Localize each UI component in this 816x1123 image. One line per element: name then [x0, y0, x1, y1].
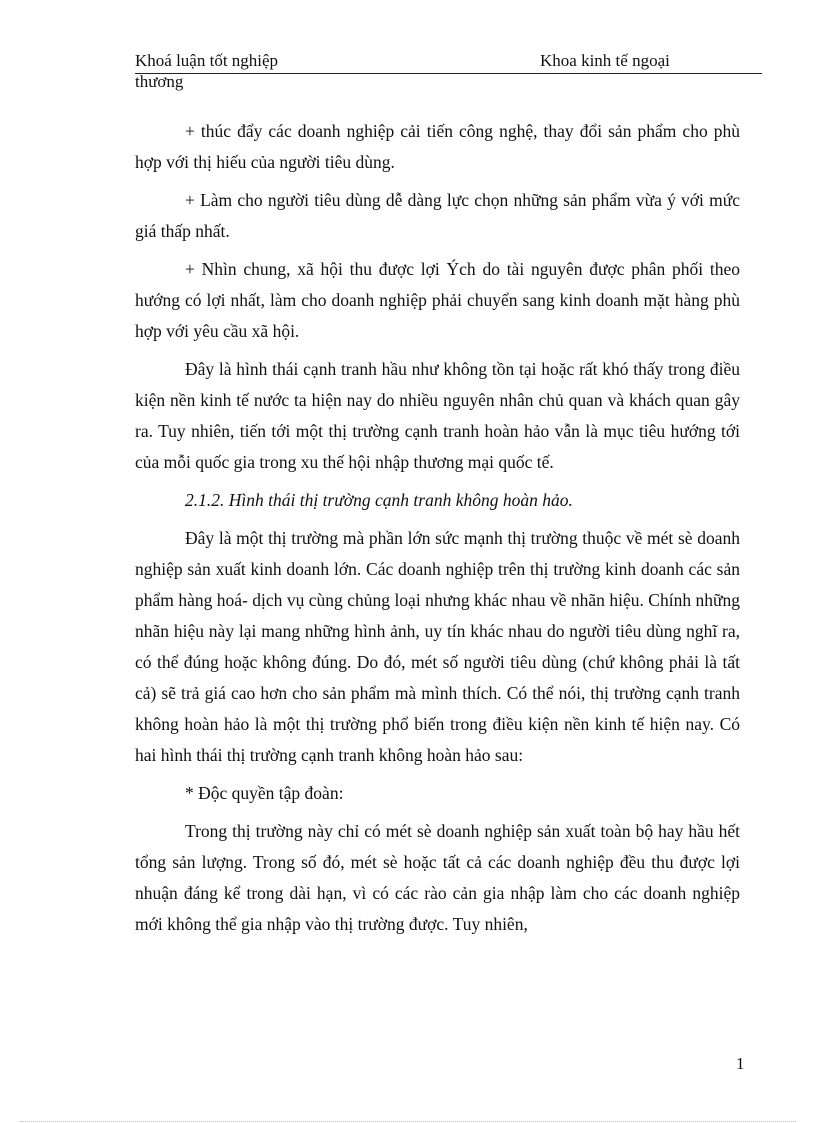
- section-heading: 2.1.2. Hình thái thị trường cạnh tranh không hoàn hảo.: [185, 490, 573, 510]
- subheading-oligopoly: * Độc quyền tập đoàn:: [185, 783, 344, 803]
- paragraph-oligopoly: Trong thị trường này chỉ có mét sè doanh nghiệp sản xuất toàn bộ hay hầu hết tổng sản lượng. Trong số đó, mét sè hoặc tất cả các doanh nghiệp đều thu được lợi nhuận đáng kể trong dài hạn, vì có các rào cản gia nhập làm cho các doanh nghiệp mới không thể gia nhập vào thị trường được. Tuy nhiên,: [135, 821, 740, 934]
- document-body: [135, 116, 740, 947]
- paragraph-perfect-competition-summary: Đây là hình thái cạnh tranh hầu như không tồn tại hoặc rất khó thấy trong điều kiện nền kinh tế nước ta hiện nay do nhiều nguyên nhân chủ quan và khách quan gây ra. Tuy nhiên, tiến tới một thị trường cạnh tranh hoàn hảo vẫn là mục tiêu hướng tới của mỗi quốc gia trong xu thế hội nhập thương mại quốc tế.: [135, 359, 740, 472]
- page-number: 1: [736, 1054, 745, 1073]
- paragraph-imperfect-competition: Đây là một thị trường mà phần lớn sức mạnh thị trường thuộc về mét sè doanh nghiệp sản xuất kinh doanh lớn. Các doanh nghiệp trên thị trường kinh doanh các sản phẩm hàng hoá- dịch vụ cùng chủng loại nhưng khác nhau về nhãn hiệu. Chính những nhãn hiệu này lại mang những hình ảnh, uy tín khác nhau do người tiêu dùng nghĩ ra, có thể đúng hoặc không đúng. Do đó, mét số người tiêu dùng (chứ không phải là tất cả) sẽ trả giá cao hơn cho sản phẩm mà mình thích. Có thể nói, thị trường cạnh tranh không hoàn hảo là một thị trường phổ biến trong điều kiện nền kinh tế hiện nay. Có hai hình thái thị trường cạnh tranh không hoàn hảo sau:: [135, 528, 740, 765]
- header-right-text: Khoa kinh tế ngoại: [540, 51, 670, 70]
- page-bottom-border: [20, 1121, 796, 1122]
- paragraph-bullet-2: + Làm cho người tiêu dùng dễ dàng lực chọn những sản phẩm vừa ý với mức giá thấp nhất.: [135, 190, 740, 241]
- header-continuation: thương: [135, 72, 184, 91]
- page-header: [135, 49, 762, 74]
- paragraph-bullet-3: + Nhìn chung, xã hội thu được lợi Ých do tài nguyên được phân phối theo hướng có lợi nhất, làm cho doanh nghiệp phải chuyển sang kinh doanh mặt hàng phù hợp với yêu cầu xã hội.: [135, 259, 740, 341]
- paragraph-bullet-1: + thúc đẩy các doanh nghiệp cải tiến công nghệ, thay đổi sản phẩm cho phù hợp với thị hiếu của người tiêu dùng.: [135, 121, 740, 172]
- header-left-text: Khoá luận tốt nghiệp: [135, 51, 279, 70]
